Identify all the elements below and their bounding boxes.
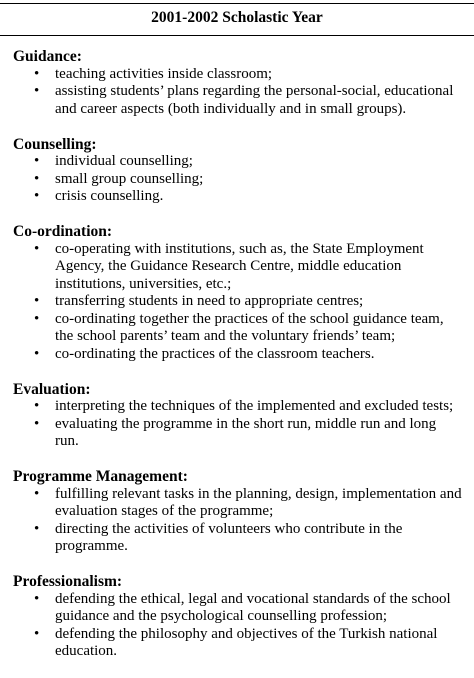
bullet-icon: • (34, 345, 40, 362)
section-heading: Counselling: (13, 135, 97, 153)
list-item-text: small group counselling; (55, 170, 204, 187)
bullet-list (13, 241, 463, 364)
table-header-rule (0, 35, 474, 36)
list-item (13, 311, 463, 346)
bullet-icon: • (34, 65, 40, 82)
bullet-icon: • (34, 415, 40, 432)
list-item (13, 416, 463, 451)
list-item (13, 486, 463, 521)
section-programme-management (13, 468, 463, 556)
list-item (13, 153, 463, 171)
bullet-icon: • (34, 398, 40, 414)
section-heading: Professionalism: (13, 573, 123, 590)
bullet-list (13, 591, 463, 661)
section-heading: Guidance: (13, 48, 82, 65)
list-item-text: fulfilling relevant tasks in the planning, design, implementation and evaluation stages of the programme; (55, 485, 462, 519)
list-item-text: defending the philosophy and objectives of the Turkish national education. (55, 625, 438, 659)
bullet-icon: • (34, 590, 40, 607)
list-item-text: defending the ethical, legal and vocational standards of the school guidance and the psychological counselling profession; (55, 590, 451, 624)
list-item (13, 398, 463, 416)
list-item (13, 241, 463, 294)
bullet-list (13, 153, 463, 206)
list-item-text: transferring students in need to appropriate centres; (55, 293, 364, 309)
bullet-list (13, 486, 463, 556)
bullet-icon: • (34, 310, 40, 327)
list-item-text: evaluating the programme in the short run, middle run and long run. (55, 415, 437, 449)
bullet-icon: • (34, 188, 40, 204)
list-item-text: co-operating with institutions, such as, the State Employment Agency, the Guidance Research Centre, middle education institutions, universities, etc.; (55, 240, 424, 292)
table-body (13, 48, 463, 678)
list-item (13, 66, 463, 84)
list-item-text: crisis counselling. (55, 188, 164, 204)
section-co-ordination (13, 223, 463, 363)
bullet-icon: • (34, 485, 40, 502)
list-item (13, 83, 463, 118)
table-title: 2001-2002 Scholastic Year (151, 9, 323, 26)
list-item (13, 521, 463, 556)
bullet-icon: • (34, 625, 40, 642)
list-item (13, 626, 463, 661)
section-heading: Evaluation: (13, 380, 91, 398)
list-item (13, 591, 463, 626)
list-item-text: interpreting the techniques of the implemented and excluded tests; (55, 398, 454, 414)
list-item (13, 171, 463, 189)
section-heading: Programme Management: (13, 468, 188, 485)
section-evaluation (13, 381, 463, 451)
bullet-icon: • (34, 240, 40, 257)
bullet-list (13, 398, 463, 451)
list-item (13, 293, 463, 311)
bullet-icon: • (34, 83, 40, 99)
bullet-list (13, 66, 463, 119)
table-top-rule (0, 3, 474, 4)
list-item-text: teaching activities inside classroom; (55, 65, 273, 82)
bullet-icon: • (34, 293, 40, 309)
bullet-icon: • (34, 170, 40, 187)
list-item-text: assisting students’ plans regarding the personal-social, educational and career aspects (both individually and in small groups). (55, 83, 454, 117)
list-item-text: co-ordinating the practices of the classroom teachers. (55, 345, 375, 362)
list-item-text: co-ordinating together the practices of the school guidance team, the school parents’ team and the voluntary friends’ team; (55, 310, 444, 344)
bullet-icon: • (34, 520, 40, 537)
bullet-icon: • (34, 153, 40, 169)
section-counselling (13, 136, 463, 206)
list-item-text: individual counselling; (55, 153, 193, 169)
list-item (13, 188, 463, 206)
list-item (13, 346, 463, 364)
list-item-text: directing the activities of volunteers who contribute in the programme. (55, 520, 403, 554)
section-heading: Co-ordination: (13, 223, 113, 240)
section-guidance (13, 48, 463, 118)
section-professionalism (13, 573, 463, 661)
